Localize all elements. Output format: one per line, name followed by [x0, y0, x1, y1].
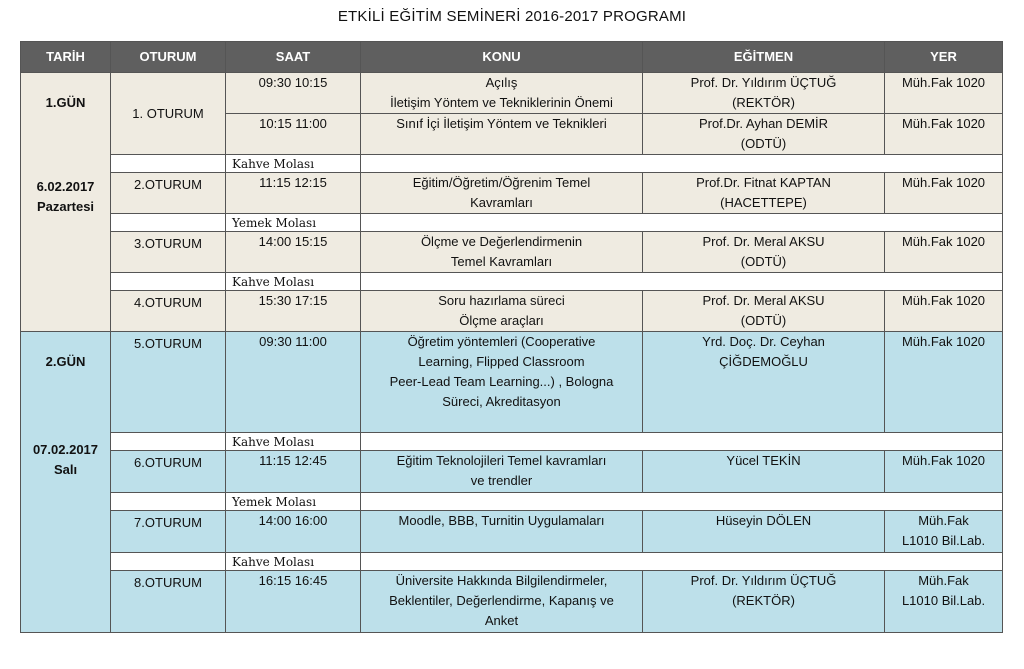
schedule-table	[20, 41, 1003, 633]
trainer-line: (HACETTEPE)	[720, 195, 807, 210]
header-time: SAAT	[226, 42, 361, 73]
break-row	[21, 155, 1003, 173]
trainer-line: (ODTÜ)	[740, 313, 787, 328]
break-row	[21, 214, 1003, 232]
time-cell: 15:30 17:15	[226, 291, 361, 332]
day2-label: 2.GÜN	[45, 354, 86, 369]
session-cell: 3.OTURUM	[111, 232, 226, 273]
trainer-line: (ODTÜ)	[740, 136, 787, 151]
table-row	[21, 332, 1003, 433]
time-cell: 09:30 10:15	[226, 73, 361, 114]
place-cell: Müh.Fak 1020	[885, 232, 1003, 273]
trainer-cell	[643, 114, 885, 155]
trainer-cell	[643, 332, 885, 433]
session-cell: 8.OTURUM	[111, 571, 226, 633]
place-cell	[885, 571, 1003, 633]
topic-cell	[361, 332, 643, 433]
trainer-line: Prof. Dr. Yıldırım ÜÇTUĞ	[690, 573, 837, 588]
place-cell: Müh.Fak 1020	[885, 332, 1003, 433]
table-row	[21, 173, 1003, 214]
place-cell: Müh.Fak 1020	[885, 73, 1003, 114]
time-cell: 10:15 11:00	[226, 114, 361, 155]
topic-cell: Moodle, BBB, Turnitin Uygulamaları	[361, 511, 643, 553]
topic-line: Ölçme ve Değerlendirmenin	[420, 234, 583, 249]
topic-cell: Sınıf İçi İletişim Yöntem ve Teknikleri	[361, 114, 643, 155]
topic-line: Öğretim yöntemleri (Cooperative	[407, 334, 596, 349]
trainer-cell	[643, 232, 885, 273]
trainer-line: (REKTÖR)	[732, 593, 795, 608]
break-label: Yemek Molası	[226, 493, 361, 511]
place-line: L1010 Bil.Lab.	[901, 533, 986, 548]
day2-cell	[21, 332, 111, 633]
day1-weekday: Pazartesi	[36, 199, 95, 214]
topic-line: Ölçme araçları	[459, 313, 544, 328]
break-row	[21, 433, 1003, 451]
trainer-cell	[643, 173, 885, 214]
session-cell: 1. OTURUM	[111, 73, 226, 155]
page-title: ETKİLİ EĞİTİM SEMİNERİ 2016-2017 PROGRAMI	[337, 8, 687, 25]
table-row	[21, 451, 1003, 493]
table-row	[21, 291, 1003, 332]
topic-cell	[361, 232, 643, 273]
trainer-cell	[643, 73, 885, 114]
time-cell: 09:30 11:00	[226, 332, 361, 433]
header-session: OTURUM	[111, 42, 226, 73]
topic-line: Peer-Lead Team Learning...) , Bologna	[389, 374, 614, 389]
session-cell: 5.OTURUM	[111, 332, 226, 433]
break-label: Kahve Molası	[226, 553, 361, 571]
trainer-cell	[643, 571, 885, 633]
table-row	[21, 571, 1003, 633]
topic-line: İletişim Yöntem ve Tekniklerinin Önemi	[390, 95, 613, 110]
topic-line: Kavramları	[470, 195, 533, 210]
time-cell: 16:15 16:45	[226, 571, 361, 633]
trainer-cell: Hüseyin DÖLEN	[643, 511, 885, 553]
trainer-line: Yrd. Doç. Dr. Ceyhan	[702, 334, 825, 349]
topic-cell	[361, 571, 643, 633]
place-cell	[885, 511, 1003, 553]
session-cell: 6.OTURUM	[111, 451, 226, 493]
topic-line: Anket	[484, 613, 519, 628]
trainer-line: ÇİĞDEMOĞLU	[719, 354, 808, 369]
day1-cell	[21, 73, 111, 332]
day2-weekday: Salı	[53, 462, 78, 477]
topic-line: Soru hazırlama süreci	[438, 293, 565, 308]
table-row	[21, 73, 1003, 114]
place-cell: Müh.Fak 1020	[885, 173, 1003, 214]
header-place: YER	[885, 42, 1003, 73]
day1-label: 1.GÜN	[45, 95, 86, 110]
header-date: TARİH	[21, 42, 111, 73]
topic-line: Beklentiler, Değerlendirme, Kapanış ve	[389, 593, 614, 608]
break-row	[21, 553, 1003, 571]
time-cell: 11:15 12:15	[226, 173, 361, 214]
topic-line: Learning, Flipped Classroom	[418, 354, 585, 369]
topic-line: Süreci, Akreditasyon	[442, 394, 561, 409]
header-row	[21, 42, 1003, 73]
place-cell: Müh.Fak 1020	[885, 451, 1003, 493]
trainer-line: Prof. Dr. Meral AKSU	[702, 293, 825, 308]
trainer-line: (ODTÜ)	[740, 254, 787, 269]
trainer-cell: Yücel TEKİN	[643, 451, 885, 493]
break-label: Kahve Molası	[226, 433, 361, 451]
session-cell: 2.OTURUM	[111, 173, 226, 214]
trainer-line: Prof. Dr. Meral AKSU	[702, 234, 825, 249]
time-cell: 14:00 15:15	[226, 232, 361, 273]
break-row	[21, 493, 1003, 511]
topic-cell	[361, 291, 643, 332]
table-row	[21, 511, 1003, 553]
header-trainer: EĞİTMEN	[643, 42, 885, 73]
break-label: Yemek Molası	[226, 214, 361, 232]
topic-line: Üniversite Hakkında Bilgilendirmeler,	[395, 573, 608, 588]
topic-line: Eğitim Teknolojileri Temel kavramları	[396, 453, 607, 468]
time-cell: 11:15 12:45	[226, 451, 361, 493]
day1-date: 6.02.2017	[36, 179, 95, 194]
place-line: Müh.Fak	[918, 573, 969, 588]
day2-date: 07.02.2017	[32, 442, 99, 457]
topic-line: Temel Kavramları	[450, 254, 553, 269]
break-label: Kahve Molası	[226, 155, 361, 173]
break-label: Kahve Molası	[226, 273, 361, 291]
session-cell: 4.OTURUM	[111, 291, 226, 332]
topic-line: ve trendler	[470, 473, 533, 488]
trainer-line: Prof. Dr. Yıldırım ÜÇTUĞ	[690, 75, 837, 90]
header-topic: KONU	[361, 42, 643, 73]
trainer-cell	[643, 291, 885, 332]
topic-line: Eğitim/Öğretim/Öğrenim Temel	[412, 175, 591, 190]
topic-cell	[361, 73, 643, 114]
trainer-line: (REKTÖR)	[732, 95, 795, 110]
time-cell: 14:00 16:00	[226, 511, 361, 553]
trainer-line: Prof.Dr. Fitnat KAPTAN	[696, 175, 831, 190]
place-line: Müh.Fak	[918, 513, 969, 528]
session-cell: 7.OTURUM	[111, 511, 226, 553]
table-row	[21, 232, 1003, 273]
trainer-line: Prof.Dr. Ayhan DEMİR	[698, 116, 829, 131]
topic-line: Açılış	[485, 75, 518, 90]
place-cell: Müh.Fak 1020	[885, 291, 1003, 332]
break-row	[21, 273, 1003, 291]
place-cell: Müh.Fak 1020	[885, 114, 1003, 155]
place-line: L1010 Bil.Lab.	[901, 593, 986, 608]
topic-cell	[361, 451, 643, 493]
topic-cell	[361, 173, 643, 214]
